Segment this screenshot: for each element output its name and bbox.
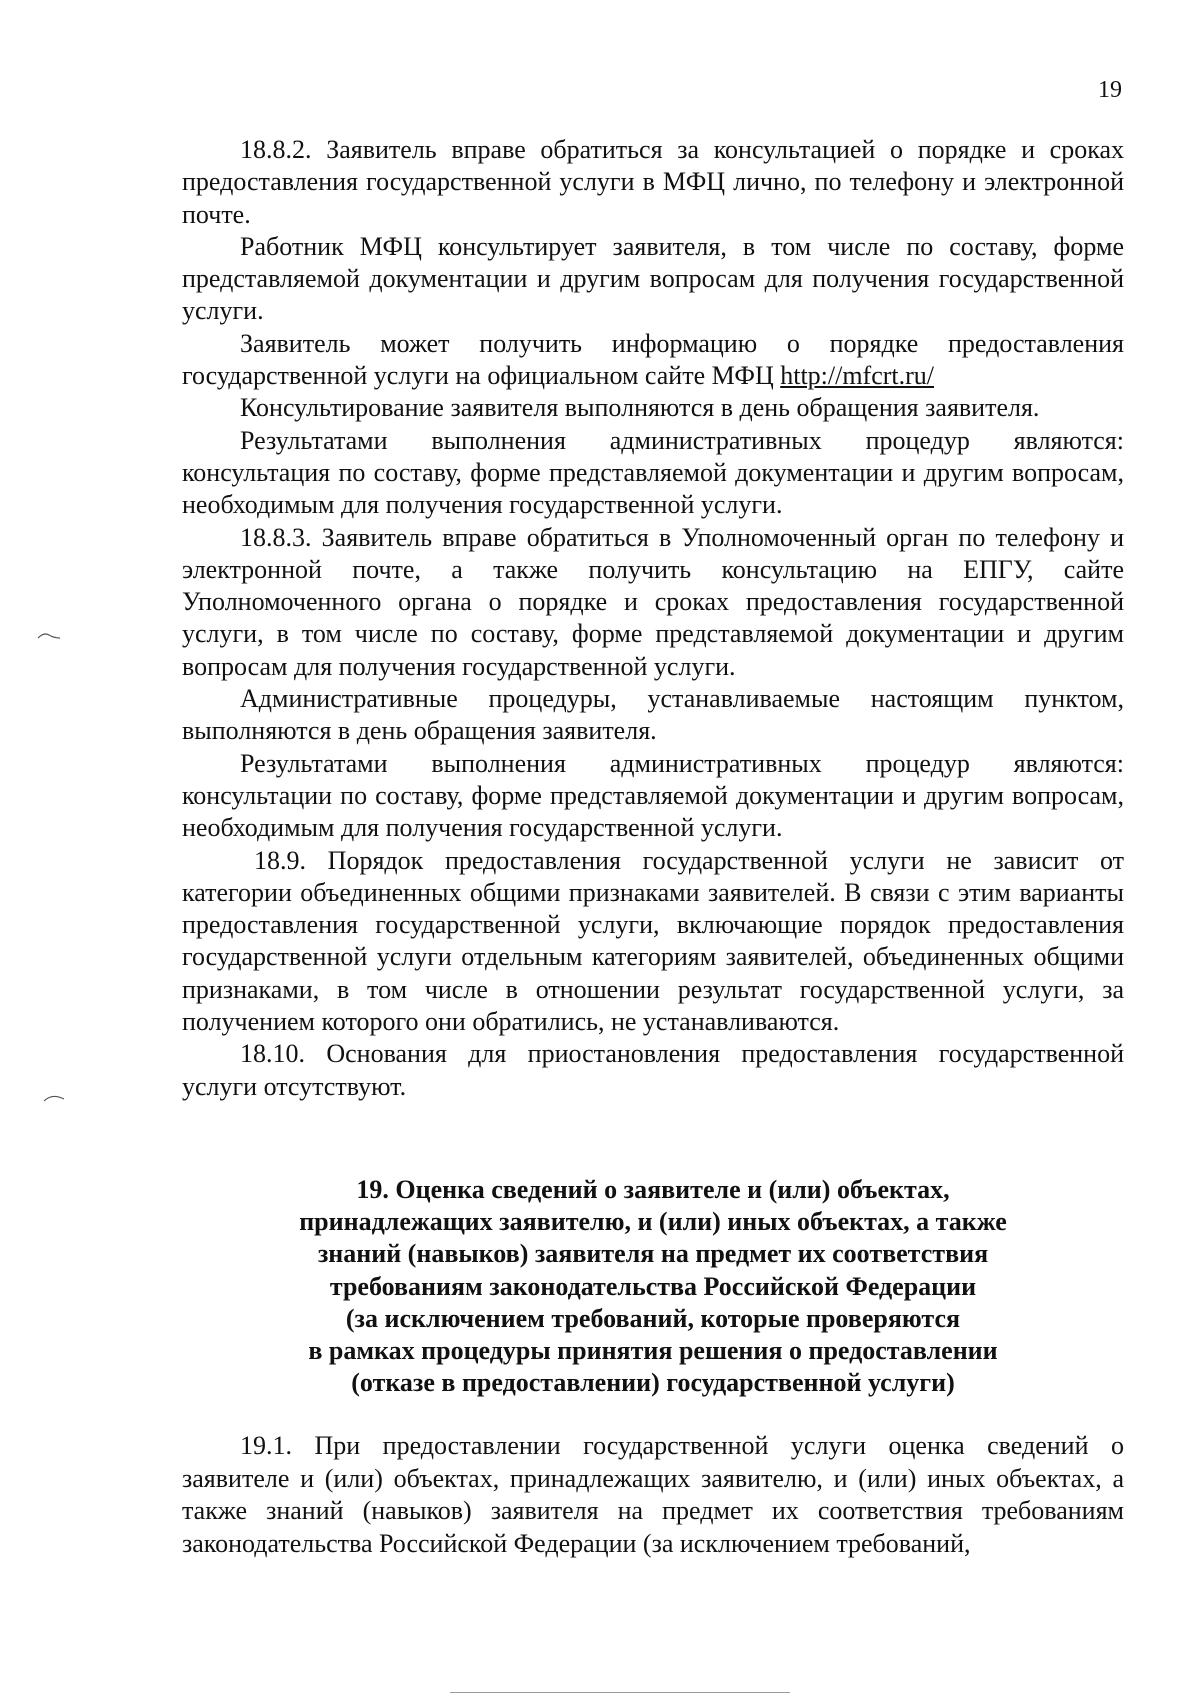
heading-line: в рамках процедуры принятия решения о предоставлении — [308, 1336, 998, 1366]
heading-line: принадлежащих заявителю, и (или) иных объектах, а также — [299, 1207, 1007, 1237]
document-body — [182, 134, 1124, 1103]
page-number: 19 — [1098, 77, 1122, 103]
paragraph-18-8-3: 18.8.3. Заявитель вправе обратиться в Уполномоченный орган по телефону и электронной почте, а также получить консультацию на ЕПГУ, сайте Уполномоченного органа о порядке и сроках предоставления государственной услуги, в том числе по составу, форме представляемой документации и другим вопросам для получения государственной услуги. — [182, 522, 1124, 681]
paragraph-mfc-worker: Работник МФЦ консультирует заявителя, в том числе по составу, форме представляемой документации и другим вопросам для получения государственной услуги. — [182, 231, 1124, 326]
heading-line: знаний (навыков) заявителя на предмет их соответствия — [317, 1239, 989, 1269]
heading-line: требованиям законодательства Российской Федерации — [329, 1271, 977, 1301]
paragraph-mfc-site — [182, 328, 1124, 393]
paragraph-18-10: 18.10. Основания для приостановления предоставления государственной услуги отсутствуют. — [182, 1039, 1124, 1101]
margin-scan-mark — [42, 1092, 68, 1102]
paragraph-18-8-2: 18.8.2. Заявитель вправе обратиться за консультацией о порядке и сроках предоставления государственной услуги в МФЦ лично, по телефону и электронной почте. — [182, 135, 1124, 229]
bottom-scan-line — [450, 1692, 790, 1693]
paragraph-19-1: 19.1. При предоставлении государственной услуги оценка сведений о заявителе и (или) объектах, принадлежащих заявителю, и (или) иных объектах, а также знаний (навыков) заявителя на предмет их соответствия требованиям законодательства Российской Федерации (за исключением требований, — [182, 1431, 1124, 1558]
paragraph-admin-procedures: Административные процедуры, устанавливаемые настоящим пунктом, выполняются в день обращения заявителя. — [182, 684, 1124, 746]
section-19-body — [182, 1430, 1124, 1560]
heading-line: 19. Оценка сведений о заявителе и (или) объектах, — [356, 1175, 950, 1204]
mfc-site-link[interactable]: http://mfcrt.ru/ — [780, 361, 935, 391]
heading-line: (отказе в предоставлении) государственной услуги) — [351, 1368, 955, 1398]
paragraph-consultation-day: Консультирование заявителя выполняются в день обращения заявителя. — [240, 393, 1040, 423]
section-19-heading — [182, 1174, 1124, 1399]
heading-line: (за исключением требований, которые проверяются — [345, 1303, 961, 1333]
paragraph-results-2: Результатами выполнения административных процедур являются: консультации по составу, форме представляемой документации и другим вопросам, необходимым для получения государственной услуги. — [182, 748, 1124, 843]
paragraph-mfc-site-text: Заявитель может получить информацию о порядке предоставления государственной услуги на официальном сайте МФЦ — [182, 328, 1124, 391]
paragraph-18-9: 18.9. Порядок предоставления государственной услуги не зависит от категории объединенных общими признаками заявителей. В связи с этим варианты предоставления государственной услуги, включающие порядок предоставления государственной услуги отдельным категориям заявителей, объединенных общими признаками, в том числе в отношении результат государственной услуги, за получением которого они обратились, не устанавливаются. — [182, 845, 1124, 1037]
paragraph-results-1: Результатами выполнения административных процедур являются: консультация по составу, форме представляемой документации и другим вопросам, необходимым для получения государственной услуги. — [182, 425, 1124, 520]
margin-scan-mark — [36, 630, 62, 640]
